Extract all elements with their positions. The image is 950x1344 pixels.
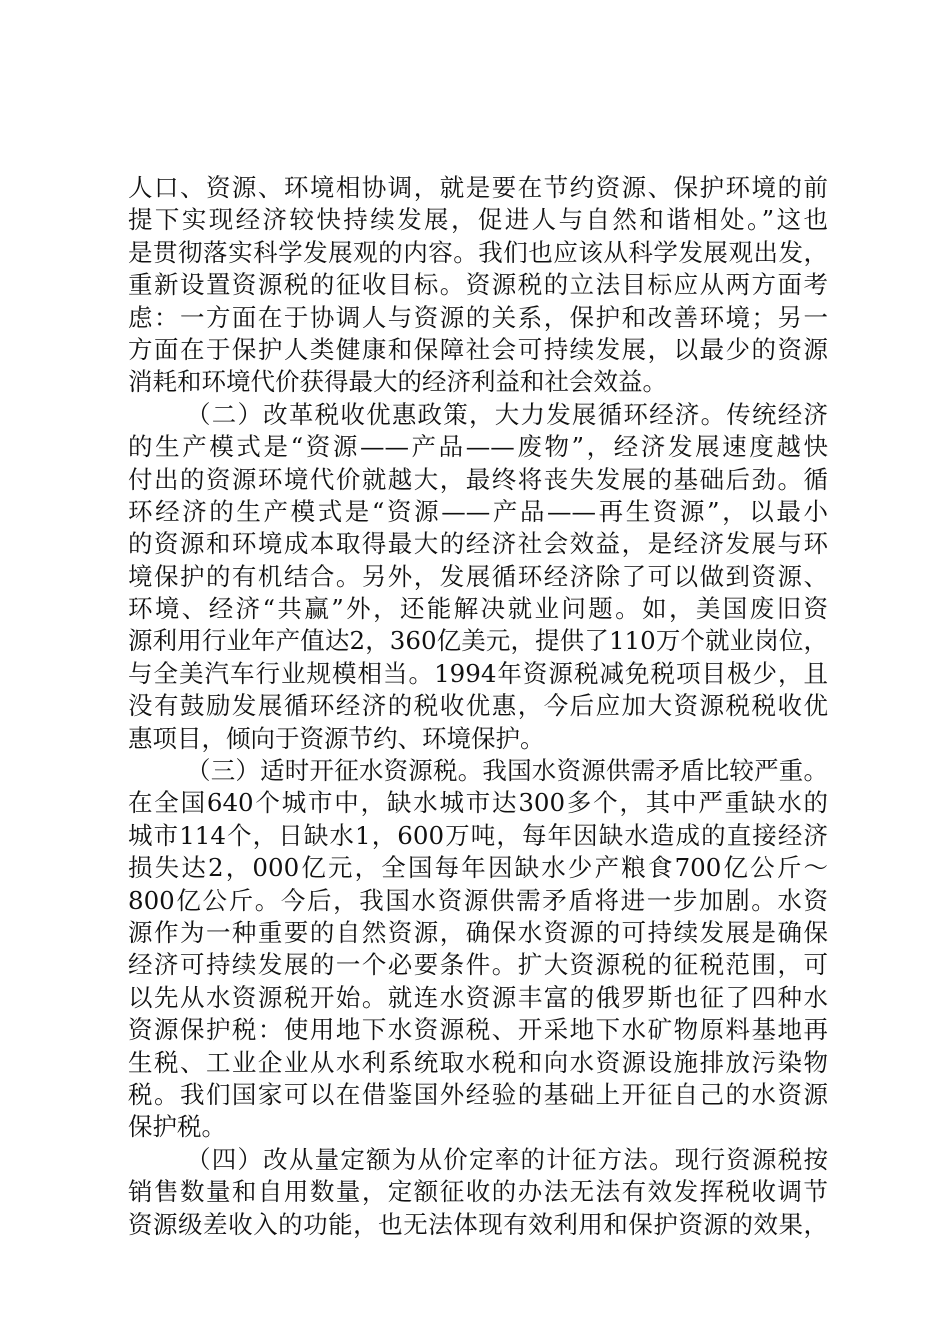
text-line: 提下实现经济较快持续发展，促进人与自然和谐相处。”这也	[128, 205, 828, 235]
text-line: 城市114个，日缺水1，600万吨，每年因缺水造成的直接经济	[128, 820, 828, 850]
text-line: 生税、工业企业从水利系统取水税和向水资源设施排放污染物	[128, 1047, 828, 1077]
paragraph-heading-line: （二）改革税收优惠政策，大力发展循环经济。传统经济	[186, 399, 828, 429]
text-line: 惠项目，倾向于资源节约、环境保护。	[128, 723, 545, 753]
text-line: 的资源和环境成本取得最大的经济社会效益，是经济发展与环	[128, 529, 828, 559]
text-line: 境保护的有机结合。另外，发展循环经济除了可以做到资源、	[128, 561, 828, 591]
text-line: 源利用行业年产值达2，360亿美元，提供了110万个就业岗位，	[128, 626, 828, 656]
text-line: 付出的资源环境代价就越大，最终将丧失发展的基础后劲。循	[128, 464, 828, 494]
text-line: 是贯彻落实科学发展观的内容。我们也应该从科学发展观出发，	[128, 237, 828, 267]
text-line: 税。我们国家可以在借鉴国外经验的基础上开征自己的水资源	[128, 1079, 828, 1109]
body-text	[128, 172, 828, 1241]
text-line: 损失达2，000亿元，全国每年因缺水少产粮食700亿公斤～	[128, 853, 828, 883]
text-line: 资源保护税：使用地下水资源税、开采地下水矿物原料基地再	[128, 1015, 828, 1045]
paragraph-heading-line: （四）改从量定额为从价定率的计征方法。现行资源税按	[186, 1144, 828, 1174]
text-line: 的生产模式是“资源——产品——废物”，经济发展速度越快	[128, 432, 828, 462]
text-line: 人口、资源、环境相协调，就是要在节约资源、保护环境的前	[128, 173, 828, 202]
text-line: 经济可持续发展的一个必要条件。扩大资源税的征税范围，可	[128, 950, 828, 980]
text-line: 消耗和环境代价获得最大的经济利益和社会效益。	[128, 367, 667, 397]
text-line: 保护税。	[128, 1112, 226, 1142]
text-line: 以先从水资源税开始。就连水资源丰富的俄罗斯也征了四种水	[128, 982, 828, 1012]
text-line: 方面在于保护人类健康和保障社会可持续发展，以最少的资源	[128, 334, 828, 364]
text-line: 源作为一种重要的自然资源，确保水资源的可持续发展是确保	[128, 917, 828, 947]
text-line: 重新设置资源税的征收目标。资源税的立法目标应从两方面考	[128, 270, 828, 300]
text-line: 800亿公斤。今后，我国水资源供需矛盾将进一步加剧。水资	[128, 885, 828, 915]
text-line: 环境、经济“共赢”外，还能解决就业问题。如，美国废旧资	[128, 594, 828, 624]
text-line: 没有鼓励发展循环经济的税收优惠，今后应加大资源税税收优	[128, 691, 828, 721]
text-line: 销售数量和自用数量，定额征收的办法无法有效发挥税收调节	[128, 1177, 828, 1207]
text-line: 资源级差收入的功能，也无法体现有效利用和保护资源的效果，	[128, 1209, 828, 1239]
text-line: 与全美汽车行业规模相当。1994年资源税减免税项目极少，且	[128, 658, 828, 688]
paragraph-heading-line: （三）适时开征水资源税。我国水资源供需矛盾比较严重。	[186, 756, 828, 786]
text-line: 环经济的生产模式是“资源——产品——再生资源”，以最小	[128, 496, 828, 526]
text-line: 在全国640个城市中，缺水城市达300多个，其中严重缺水的	[128, 788, 828, 818]
text-line: 虑：一方面在于协调人与资源的关系，保护和改善环境；另一	[128, 302, 828, 332]
